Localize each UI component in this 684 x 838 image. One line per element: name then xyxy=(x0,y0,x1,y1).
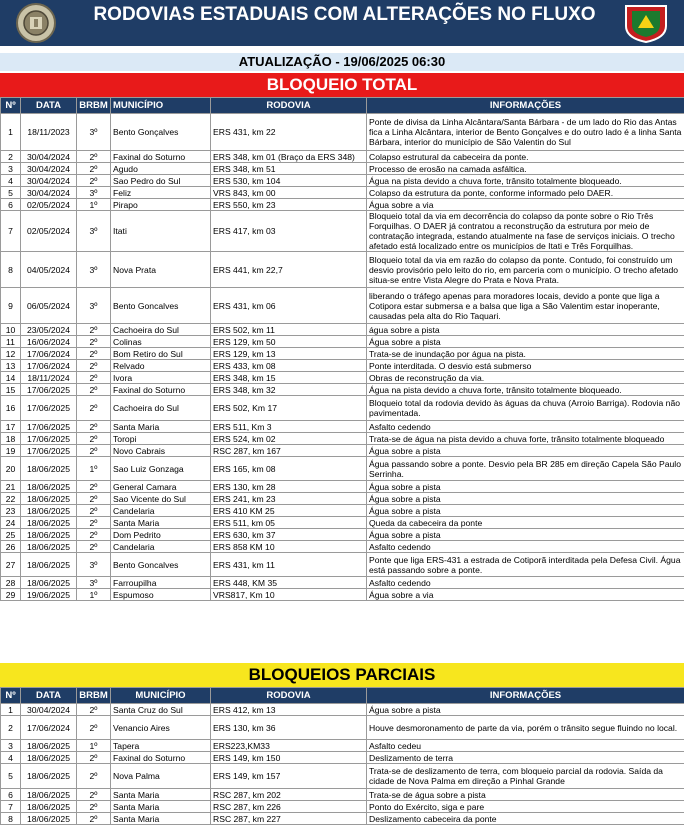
cell-info: Asfalto cedendo xyxy=(367,421,684,433)
cell-road: ERS 502, km 11 xyxy=(211,324,367,336)
table-row xyxy=(1,457,684,481)
table-header-row xyxy=(1,98,684,114)
cell-road: ERS 502, Km 17 xyxy=(211,396,367,421)
cell-info: Ponte interditada. O desvio está submerso xyxy=(367,360,684,372)
cell-brbm: 3º xyxy=(77,114,111,151)
cell-info: Água sobre a pista xyxy=(367,481,684,493)
cell-road: RSC 287, km 227 xyxy=(211,813,367,825)
cell-info: água sobre a pista xyxy=(367,324,684,336)
cell-number: 19 xyxy=(1,445,21,457)
table-row xyxy=(1,336,684,348)
cell-city: Bento Goncalves xyxy=(111,553,211,577)
cell-brbm: 2º xyxy=(77,360,111,372)
cell-road: RSC 287, km 202 xyxy=(211,789,367,801)
cell-road: ERS223,KM33 xyxy=(211,740,367,752)
cell-brbm: 1º xyxy=(77,199,111,211)
table-row xyxy=(1,589,684,601)
cell-city: Faxinal do Soturno xyxy=(111,752,211,764)
table-row xyxy=(1,372,684,384)
cell-number: 29 xyxy=(1,589,21,601)
cell-road: ERS 530, km 104 xyxy=(211,175,367,187)
table-row xyxy=(1,553,684,577)
cell-brbm: 2º xyxy=(77,493,111,505)
table-row xyxy=(1,704,684,716)
cell-info: Água passando sobre a ponte. Desvio pela BR 285 em direção Capela São Paulo Serrinha. xyxy=(367,457,684,481)
cell-brbm: 2º xyxy=(77,175,111,187)
cell-info: Trata-se de água sobre a pista xyxy=(367,789,684,801)
header-city: MUNICÍPIO xyxy=(111,98,211,114)
cell-info: Trata-se de inundação por água na pista. xyxy=(367,348,684,360)
cell-number: 5 xyxy=(1,764,21,789)
cell-number: 11 xyxy=(1,336,21,348)
cell-date: 17/06/2025 xyxy=(21,433,77,445)
cell-city: Relvado xyxy=(111,360,211,372)
cell-date: 30/04/2024 xyxy=(21,163,77,175)
cell-number: 27 xyxy=(1,553,21,577)
cell-date: 17/06/2025 xyxy=(21,384,77,396)
cell-brbm: 3º xyxy=(77,211,111,252)
cell-date: 19/06/2025 xyxy=(21,589,77,601)
header-bar xyxy=(0,0,684,46)
cell-brbm: 2º xyxy=(77,384,111,396)
cell-info: Colapso estrutural da cabeceira da ponte. xyxy=(367,151,684,163)
cell-number: 14 xyxy=(1,372,21,384)
cell-date: 18/06/2025 xyxy=(21,541,77,553)
cell-brbm: 2º xyxy=(77,324,111,336)
cell-info: Água sobre a pista xyxy=(367,505,684,517)
cell-number: 22 xyxy=(1,493,21,505)
cell-info: Água sobre a pista xyxy=(367,704,684,716)
cell-info: Água sobre a pista xyxy=(367,336,684,348)
cell-road: ERS 348, km 15 xyxy=(211,372,367,384)
cell-number: 5 xyxy=(1,187,21,199)
cell-brbm: 3º xyxy=(77,577,111,589)
cell-city: Santa Maria xyxy=(111,789,211,801)
cell-info: Ponto do Exército, siga e pare xyxy=(367,801,684,813)
cell-brbm: 2º xyxy=(77,396,111,421)
cell-date: 30/04/2024 xyxy=(21,704,77,716)
cell-city: Agudo xyxy=(111,163,211,175)
cell-brbm: 2º xyxy=(77,704,111,716)
cell-road: ERS 130, km 28 xyxy=(211,481,367,493)
cell-road: ERS 858 KM 10 xyxy=(211,541,367,553)
cell-road: RSC 287, km 167 xyxy=(211,445,367,457)
table-row xyxy=(1,288,684,324)
cell-date: 18/11/2024 xyxy=(21,372,77,384)
header-brbm: BRBM xyxy=(77,688,111,704)
cell-date: 17/06/2025 xyxy=(21,396,77,421)
cell-info: Asfalto cedendo xyxy=(367,577,684,589)
cell-info: Bloqueio total da rodovia devido às águas da chuva (Arroio Barriga). Rodovia não pavimentada. xyxy=(367,396,684,421)
cell-road: ERS 348, km 51 xyxy=(211,163,367,175)
cell-city: Santa Maria xyxy=(111,517,211,529)
cell-info: Água sobre a via xyxy=(367,199,684,211)
cell-road: ERS 511, km 05 xyxy=(211,517,367,529)
cell-date: 18/06/2025 xyxy=(21,789,77,801)
cell-city: Sao Pedro do Sul xyxy=(111,175,211,187)
cell-number: 2 xyxy=(1,716,21,740)
cell-city: Santa Maria xyxy=(111,813,211,825)
cell-road: ERS 412, km 13 xyxy=(211,704,367,716)
cell-number: 12 xyxy=(1,348,21,360)
update-timestamp: ATUALIZAÇÃO - 19/06/2025 06:30 xyxy=(0,53,684,71)
cell-info: Água sobre a via xyxy=(367,589,684,601)
page-title: RODOVIAS ESTADUAIS COM ALTERAÇÕES NO FLUXO xyxy=(93,4,596,25)
cell-date: 18/06/2025 xyxy=(21,457,77,481)
section-title-bloqueio-total: BLOQUEIO TOTAL xyxy=(0,73,684,97)
header-city: MUNICÍPIO xyxy=(111,688,211,704)
header-info: INFORMAÇÕES xyxy=(367,688,684,704)
table-row xyxy=(1,199,684,211)
header-date: DATA xyxy=(21,688,77,704)
table-row xyxy=(1,421,684,433)
cell-city: Ivora xyxy=(111,372,211,384)
table-row xyxy=(1,752,684,764)
cell-city: Tapera xyxy=(111,740,211,752)
cell-road: ERS 431, km 22 xyxy=(211,114,367,151)
cell-road: VRS 843, km 00 xyxy=(211,187,367,199)
cell-number: 26 xyxy=(1,541,21,553)
cell-brbm: 3º xyxy=(77,187,111,199)
cell-info: Água na pista devido a chuva forte, trânsito totalmente bloqueado. xyxy=(367,175,684,187)
cell-brbm: 2º xyxy=(77,481,111,493)
cell-city: Bento Gonçalves xyxy=(111,114,211,151)
cell-info: Asfalto cedeu xyxy=(367,740,684,752)
cell-city: Toropi xyxy=(111,433,211,445)
cell-road: ERS 433, km 08 xyxy=(211,360,367,372)
cell-number: 25 xyxy=(1,529,21,541)
cell-brbm: 2º xyxy=(77,151,111,163)
cell-brbm: 3º xyxy=(77,288,111,324)
cell-info: Água na pista devido a chuva forte, trânsito totalmente bloqueado. xyxy=(367,384,684,396)
cell-city: Espumoso xyxy=(111,589,211,601)
cell-date: 18/11/2023 xyxy=(21,114,77,151)
cell-info: Trata-se de água na pista devido a chuva forte, trânsito totalmente bloqueado xyxy=(367,433,684,445)
cell-city: Santa Cruz do Sul xyxy=(111,704,211,716)
cell-date: 18/06/2025 xyxy=(21,529,77,541)
cell-number: 20 xyxy=(1,457,21,481)
table-row xyxy=(1,384,684,396)
cell-brbm: 2º xyxy=(77,445,111,457)
table-row xyxy=(1,764,684,789)
cell-info: Obras de reconstrução da via. xyxy=(367,372,684,384)
table-row xyxy=(1,211,684,252)
cell-date: 16/06/2024 xyxy=(21,336,77,348)
cell-info: Colapso da estrutura da ponte, conforme informado pelo DAER. xyxy=(367,187,684,199)
cell-number: 2 xyxy=(1,151,21,163)
table-row xyxy=(1,348,684,360)
cell-number: 6 xyxy=(1,789,21,801)
cell-road: ERS 431, km 11 xyxy=(211,553,367,577)
cell-info: Água sobre a pista xyxy=(367,493,684,505)
cell-info: Processo de erosão na camada asfáltica. xyxy=(367,163,684,175)
cell-date: 18/06/2025 xyxy=(21,577,77,589)
cell-brbm: 2º xyxy=(77,541,111,553)
cell-number: 23 xyxy=(1,505,21,517)
cell-city: Bento Goncalves xyxy=(111,288,211,324)
cell-road: ERS 130, km 36 xyxy=(211,716,367,740)
cell-number: 15 xyxy=(1,384,21,396)
cell-date: 18/06/2025 xyxy=(21,740,77,752)
cell-number: 28 xyxy=(1,577,21,589)
cell-number: 3 xyxy=(1,740,21,752)
cell-road: ERS 149, km 157 xyxy=(211,764,367,789)
cell-date: 30/04/2024 xyxy=(21,151,77,163)
cell-road: ERS 550, km 23 xyxy=(211,199,367,211)
cell-number: 24 xyxy=(1,517,21,529)
cell-info: liberando o tráfego apenas para moradores locais, devido a ponte que liga a Cotipora estar submersa e a balsa que liga a São Valentim estar inoperante, causadas pela alta do Rio Taquari. xyxy=(367,288,684,324)
cell-info: Deslizamento cabeceira da ponte xyxy=(367,813,684,825)
cell-date: 30/04/2024 xyxy=(21,187,77,199)
cell-number: 8 xyxy=(1,252,21,288)
cell-date: 06/05/2024 xyxy=(21,288,77,324)
cell-info: Bloqueio total da via em decorrência do colapso da ponte sobre o Rio Três Forquilhas. O DAER já contratou a reconstrução da estrutura por meio de contratação integrada, estando atualmente na fase de serviços iniciais. O trecho afetado está localizado entre os municípios de Itati e Três Forquilhas. xyxy=(367,211,684,252)
cell-info: Água sobre a pista xyxy=(367,529,684,541)
header-road: RODOVIA xyxy=(211,98,367,114)
cell-brbm: 2º xyxy=(77,336,111,348)
cell-brbm: 1º xyxy=(77,740,111,752)
cell-city: Dom Pedrito xyxy=(111,529,211,541)
table-bloqueio-total xyxy=(0,97,684,601)
header-number: Nº xyxy=(1,98,21,114)
fire-department-seal-icon xyxy=(5,2,67,44)
cell-brbm: 3º xyxy=(77,553,111,577)
cell-brbm: 2º xyxy=(77,421,111,433)
cell-brbm: 2º xyxy=(77,529,111,541)
cell-number: 17 xyxy=(1,421,21,433)
cell-city: Candelaria xyxy=(111,541,211,553)
cell-date: 30/04/2024 xyxy=(21,175,77,187)
cell-city: Pirapo xyxy=(111,199,211,211)
cell-road: RSC 287, km 226 xyxy=(211,801,367,813)
cell-city: Sao Vicente do Sul xyxy=(111,493,211,505)
cell-city: Candelaria xyxy=(111,505,211,517)
cell-info: Ponte que liga ERS-431 a estrada de Cotiporã interditada pela Defesa Civil. Água está passando sobre a ponte. xyxy=(367,553,684,577)
cell-date: 02/05/2024 xyxy=(21,211,77,252)
cell-info: Bloqueio total da via em razão do colapso da ponte. Contudo, foi construído um desvio provisório pelo leito do rio, em parceria com o município. O trecho afetado situa-se entre Vista Alegre do Prata e Nova Prata. xyxy=(367,252,684,288)
cell-city: Feliz xyxy=(111,187,211,199)
header-brbm: BRBM xyxy=(77,98,111,114)
cell-number: 16 xyxy=(1,396,21,421)
cell-date: 18/06/2025 xyxy=(21,801,77,813)
table-row xyxy=(1,151,684,163)
cell-number: 8 xyxy=(1,813,21,825)
cell-road: ERS 431, km 06 xyxy=(211,288,367,324)
cell-number: 4 xyxy=(1,175,21,187)
cell-city: Santa Maria xyxy=(111,421,211,433)
cell-city: Faxinal do Soturno xyxy=(111,384,211,396)
cell-brbm: 2º xyxy=(77,764,111,789)
cell-road: ERS 448, KM 35 xyxy=(211,577,367,589)
cell-info: Houve desmoronamento de parte da via, porém o trânsito segue fluindo no local. xyxy=(367,716,684,740)
cell-number: 9 xyxy=(1,288,21,324)
table-row xyxy=(1,445,684,457)
cell-brbm: 2º xyxy=(77,348,111,360)
cell-brbm: 2º xyxy=(77,716,111,740)
cell-city: Faxinal do Soturno xyxy=(111,151,211,163)
cell-date: 04/05/2024 xyxy=(21,252,77,288)
cell-road: ERS 241, km 23 xyxy=(211,493,367,505)
cell-city: Sao Luiz Gonzaga xyxy=(111,457,211,481)
cell-brbm: 2º xyxy=(77,789,111,801)
cell-info: Ponte de divisa da Linha Alcântara/Santa Bárbara - de um lado do Rio das Antas fica a Linha Alcântara, interior de Bento Gonçalves e do outro lado é a linha Santa Bárbara, interior do município de São Valentin do Sul xyxy=(367,114,684,151)
cell-brbm: 2º xyxy=(77,801,111,813)
military-brigade-shield-icon xyxy=(622,2,670,44)
table-header-row xyxy=(1,688,684,704)
cell-brbm: 2º xyxy=(77,163,111,175)
table-row xyxy=(1,114,684,151)
cell-brbm: 2º xyxy=(77,372,111,384)
cell-info: Queda da cabeceira da ponte xyxy=(367,517,684,529)
cell-road: ERS 441, km 22,7 xyxy=(211,252,367,288)
cell-number: 10 xyxy=(1,324,21,336)
cell-number: 1 xyxy=(1,114,21,151)
table-bloqueios-parciais xyxy=(0,687,684,825)
cell-number: 4 xyxy=(1,752,21,764)
cell-city: Nova Palma xyxy=(111,764,211,789)
cell-brbm: 3º xyxy=(77,252,111,288)
table-row xyxy=(1,529,684,541)
cell-number: 13 xyxy=(1,360,21,372)
cell-road: ERS 129, km 50 xyxy=(211,336,367,348)
header-road: RODOVIA xyxy=(211,688,367,704)
header-number: Nº xyxy=(1,688,21,704)
cell-road: VRS817, Km 10 xyxy=(211,589,367,601)
cell-date: 17/06/2024 xyxy=(21,360,77,372)
cell-number: 7 xyxy=(1,801,21,813)
table-row xyxy=(1,396,684,421)
table-row xyxy=(1,481,684,493)
table-row xyxy=(1,433,684,445)
cell-brbm: 1º xyxy=(77,457,111,481)
cell-date: 18/06/2025 xyxy=(21,813,77,825)
cell-date: 02/05/2024 xyxy=(21,199,77,211)
cell-road: ERS 410 KM 25 xyxy=(211,505,367,517)
cell-number: 6 xyxy=(1,199,21,211)
cell-date: 17/06/2025 xyxy=(21,421,77,433)
table-row xyxy=(1,716,684,740)
cell-road: ERS 165, km 08 xyxy=(211,457,367,481)
table-row xyxy=(1,789,684,801)
cell-road: ERS 630, km 37 xyxy=(211,529,367,541)
table-row xyxy=(1,252,684,288)
cell-date: 18/06/2025 xyxy=(21,481,77,493)
cell-number: 3 xyxy=(1,163,21,175)
cell-date: 23/05/2024 xyxy=(21,324,77,336)
cell-date: 17/06/2024 xyxy=(21,716,77,740)
cell-city: Itati xyxy=(111,211,211,252)
cell-city: Cachoeira do Sul xyxy=(111,396,211,421)
section-title-bloqueios-parciais: BLOQUEIOS PARCIAIS xyxy=(0,663,684,687)
cell-number: 21 xyxy=(1,481,21,493)
cell-road: ERS 524, km 02 xyxy=(211,433,367,445)
table-row xyxy=(1,517,684,529)
cell-road: ERS 348, km 01 (Braço da ERS 348) xyxy=(211,151,367,163)
cell-brbm: 2º xyxy=(77,517,111,529)
cell-date: 18/06/2025 xyxy=(21,493,77,505)
cell-city: Farroupilha xyxy=(111,577,211,589)
table-row xyxy=(1,541,684,553)
table-row xyxy=(1,493,684,505)
table-row xyxy=(1,163,684,175)
cell-date: 18/06/2025 xyxy=(21,553,77,577)
cell-brbm: 2º xyxy=(77,505,111,517)
cell-road: ERS 348, km 32 xyxy=(211,384,367,396)
header-date: DATA xyxy=(21,98,77,114)
cell-city: Cachoeira do Sul xyxy=(111,324,211,336)
cell-city: Colinas xyxy=(111,336,211,348)
cell-city: Novo Cabrais xyxy=(111,445,211,457)
cell-number: 18 xyxy=(1,433,21,445)
cell-date: 18/06/2025 xyxy=(21,752,77,764)
cell-number: 1 xyxy=(1,704,21,716)
table-row xyxy=(1,175,684,187)
table-row xyxy=(1,187,684,199)
cell-info: Trata-se de deslizamento de terra, com bloqueio parcial da rodovia. Saída da cidade de Nova Palma em direção a Pinhal Grande xyxy=(367,764,684,789)
cell-brbm: 2º xyxy=(77,433,111,445)
cell-info: Água sobre a pista xyxy=(367,445,684,457)
cell-road: ERS 511, Km 3 xyxy=(211,421,367,433)
cell-road: ERS 149, km 150 xyxy=(211,752,367,764)
cell-city: Nova Prata xyxy=(111,252,211,288)
table-row xyxy=(1,505,684,517)
cell-info: Asfalto cedendo xyxy=(367,541,684,553)
cell-road: ERS 417, km 03 xyxy=(211,211,367,252)
cell-date: 17/06/2025 xyxy=(21,445,77,457)
cell-brbm: 2º xyxy=(77,752,111,764)
table-row xyxy=(1,801,684,813)
table-row xyxy=(1,740,684,752)
cell-city: Venancio Aires xyxy=(111,716,211,740)
cell-date: 18/06/2025 xyxy=(21,764,77,789)
table-row xyxy=(1,813,684,825)
cell-brbm: 1º xyxy=(77,589,111,601)
cell-road: ERS 129, km 13 xyxy=(211,348,367,360)
cell-number: 7 xyxy=(1,211,21,252)
cell-date: 17/06/2024 xyxy=(21,348,77,360)
cell-city: General Camara xyxy=(111,481,211,493)
cell-city: Santa Maria xyxy=(111,801,211,813)
table-row xyxy=(1,360,684,372)
header-info: INFORMAÇÕES xyxy=(367,98,684,114)
table-row xyxy=(1,577,684,589)
cell-info: Deslizamento de terra xyxy=(367,752,684,764)
cell-date: 18/06/2025 xyxy=(21,517,77,529)
cell-date: 18/06/2025 xyxy=(21,505,77,517)
cell-brbm: 2º xyxy=(77,813,111,825)
cell-city: Bom Retiro do Sul xyxy=(111,348,211,360)
table-row xyxy=(1,324,684,336)
